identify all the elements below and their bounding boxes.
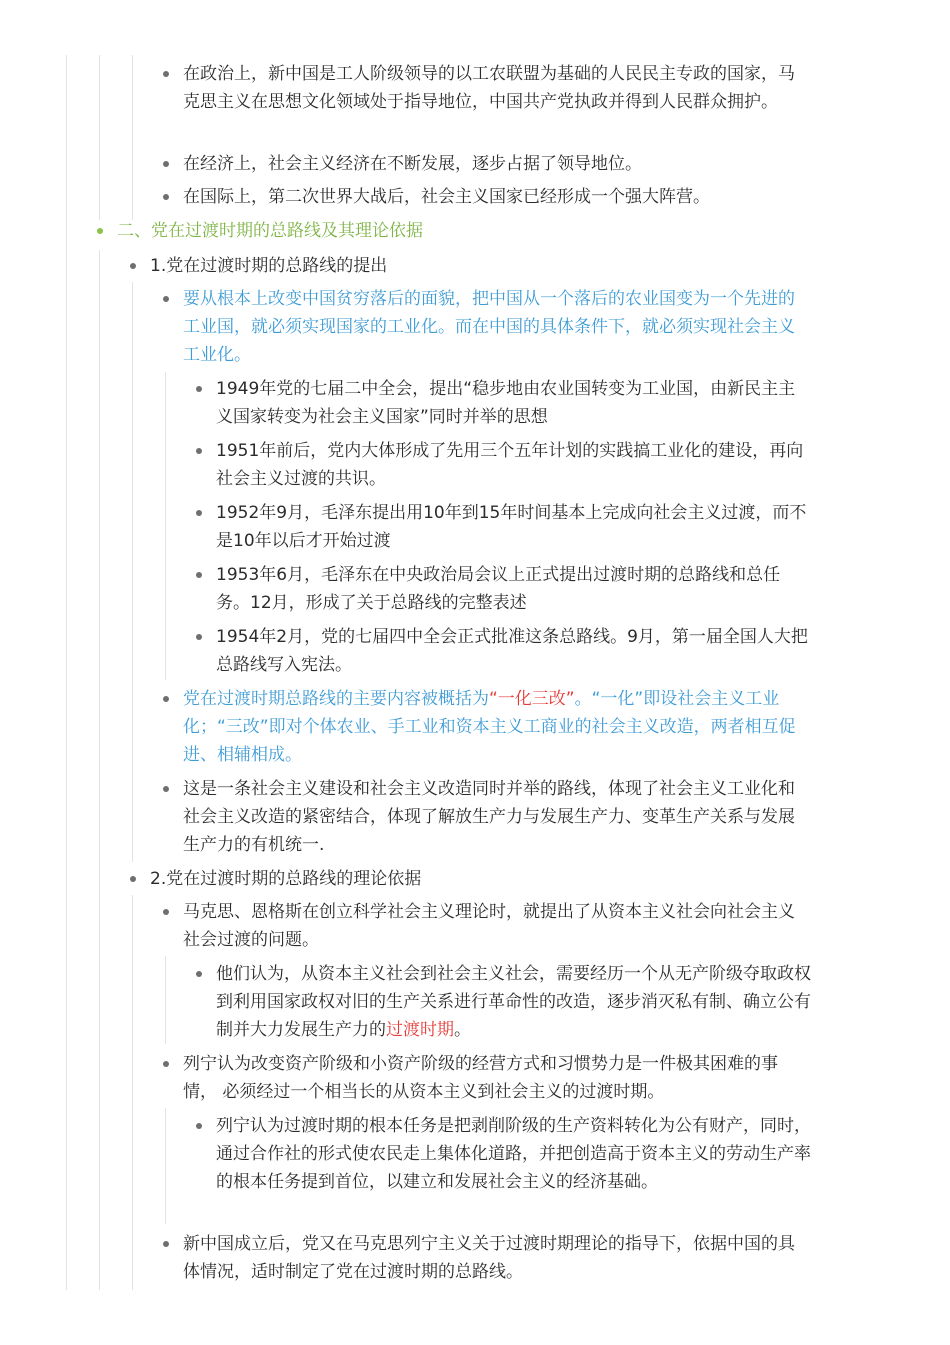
timeline-item: 1949年党的七届二中全会，提出“稳步地由农业国转变为工业国，由新民主主义国家转变为社会主义国家”同时并举的思想 xyxy=(216,375,811,431)
indent-guide-2 xyxy=(132,55,133,220)
indent-guide-1 xyxy=(99,250,100,1290)
list-item: 新中国成立后，党又在马克思列宁主义关于过渡时期理论的指导下，依据中国的具体情况，适时制定了党在过渡时期的总路线。 xyxy=(183,1230,808,1286)
text-segment: 。 xyxy=(454,1020,471,1040)
text-segment: 。“一化”即设社会主义工业化；“三改”即对个体农业、手工业和资本主义工商业的社会主义改造，两者相互促进、相辅相成。 xyxy=(183,689,796,765)
list-item: 这是一条社会主义建设和社会主义改造同时并举的路线，体现了社会主义工业化和社会主义改造的紧密结合，体现了解放生产力与发展生产力、变革生产关系与发展生产力的有机统一. xyxy=(183,775,808,859)
list-item: 马克思、恩格斯在创立科学社会主义理论时，就提出了从资本主义社会向社会主义社会过渡的问题。 xyxy=(183,898,808,954)
text-segment: 党在过渡时期总路线的主要内容被概括为 xyxy=(183,689,489,709)
list-item: 列宁认为过渡时期的根本任务是把剥削阶级的生产资料转化为公有财产，同时，通过合作社的形式使农民走上集体化道路，并把创造高于资本主义的劳动生产率的根本任务提到首位，以建立和发展社会主义的经济基础。 xyxy=(216,1112,811,1196)
indent-guide-3 xyxy=(165,1108,166,1224)
timeline-item: 1953年6月，毛泽东在中央政治局会议上正式提出过渡时期的总路线和总任务。12月，形成了关于总路线的完整表述 xyxy=(216,561,811,617)
indent-guide-2 xyxy=(132,282,133,862)
indent-guide-0 xyxy=(66,55,67,1290)
highlight-text: 过渡时期 xyxy=(386,1020,454,1040)
list-item: 在政治上，新中国是工人阶级领导的以工农联盟为基础的人民民主专政的国家，马克思主义在思想文化领域处于指导地位，中国共产党执政并得到人民群众拥护。 xyxy=(183,60,808,116)
list-item: 列宁认为改变资产阶级和小资产阶级的经营方式和习惯势力是一件极其困难的事情， 必须经过一个相当长的从资本主义到社会主义的过渡时期。 xyxy=(183,1050,808,1106)
list-item xyxy=(183,685,808,769)
section-heading: 二、党在过渡时期的总路线及其理论依据 xyxy=(117,217,817,245)
list-item: 在经济上，社会主义经济在不断发展，逐步占据了领导地位。 xyxy=(183,150,808,178)
indent-guide-3 xyxy=(165,372,166,680)
timeline-item: 1954年2月，党的七届四中全会正式批准这条总路线。9月，第一届全国人大把总路线写入宪法。 xyxy=(216,623,811,679)
list-item: 要从根本上改变中国贫穷落后的面貌，把中国从一个落后的农业国变为一个先进的工业国，就必须实现国家的工业化。而在中国的具体条件下，就必须实现社会主义工业化。 xyxy=(183,285,808,369)
list-item xyxy=(216,960,811,1044)
subsection-title: 2.党在过渡时期的总路线的理论依据 xyxy=(150,865,830,893)
highlight-text: “一化三改” xyxy=(489,689,575,709)
timeline-item: 1952年9月，毛泽东提出用10年到15年时间基本上完成向社会主义过渡，而不是10年以后才开始过渡 xyxy=(216,499,811,555)
timeline-item: 1951年前后，党内大体形成了先用三个五年计划的实践搞工业化的建设，再向社会主义过渡的共识。 xyxy=(216,437,811,493)
indent-guide-1 xyxy=(99,55,100,220)
text-segment: 他们认为，从资本主义社会到社会主义社会，需要经历一个从无产阶级夺取政权到利用国家政权对旧的生产关系进行革命性的改造，逐步消灭私有制、确立公有制并大力发展生产力的 xyxy=(216,964,811,1040)
indent-guide-3 xyxy=(165,956,166,1044)
list-item: 在国际上，第二次世界大战后，社会主义国家已经形成一个强大阵营。 xyxy=(183,183,808,211)
indent-guide-2 xyxy=(132,895,133,1290)
subsection-title: 1.党在过渡时期的总路线的提出 xyxy=(150,252,830,280)
